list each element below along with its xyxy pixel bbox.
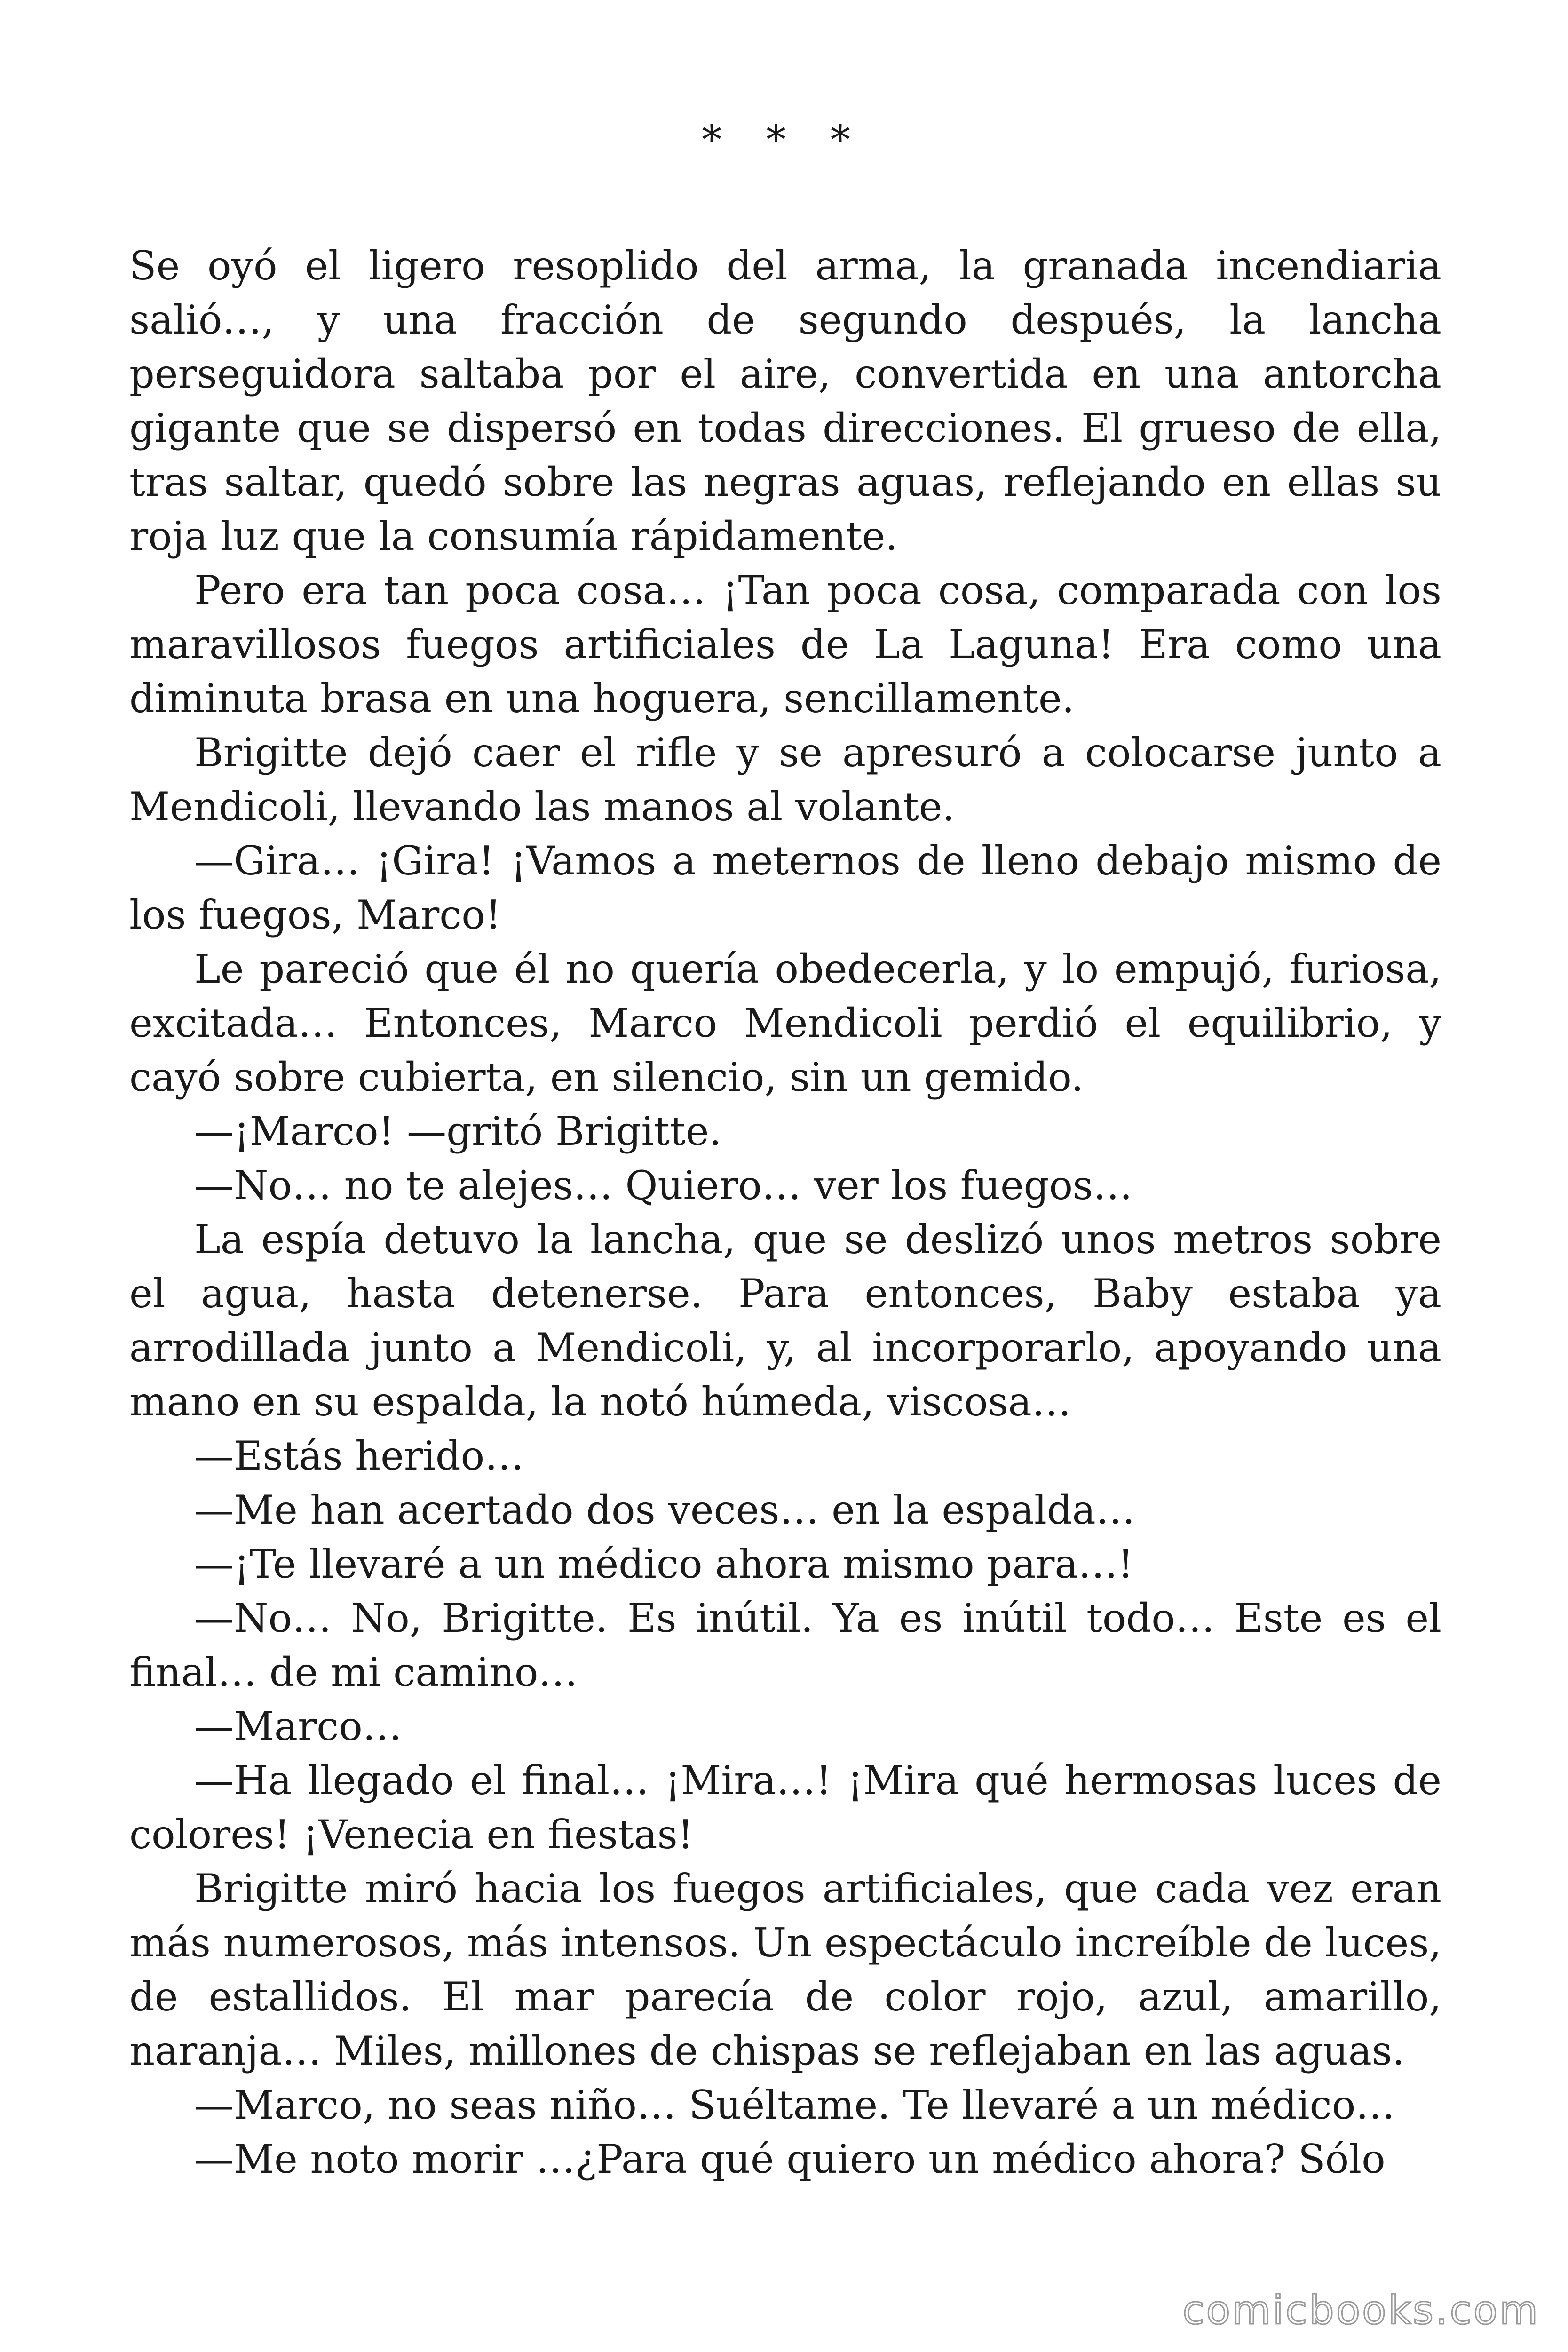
section-separator: * * *	[702, 117, 866, 163]
dialogue-line: —Ha llegado el final… ¡Mira…! ¡Mira qué hermosas luces de colores! ¡Venecia en fiestas!	[129, 1757, 1441, 1858]
dialogue-line: —¡Marco! —gritó Brigitte.	[194, 1108, 722, 1154]
dialogue-line: —¡Te llevaré a un médico ahora mismo para…!	[194, 1541, 1134, 1587]
dialogue-line: —Marco…	[194, 1703, 402, 1749]
dialogue-line: —Marco, no seas niño… Suéltame. Te llevaré a un médico…	[194, 2082, 1395, 2128]
dialogue-line: —Estás herido…	[194, 1433, 524, 1479]
paragraph: Se oyó el ligero resoplido del arma, la granada incendiaria salió…, y una fracción de segundo después, la lancha perseguidora saltaba por el aire, convertida en una antorcha gigante que se dispersó en todas direcciones. El grueso de ella, tras saltar, quedó sobre las negras aguas, reflejando en ellas su roja luz que la consumía rápidamente.	[129, 243, 1441, 559]
dialogue-line: —Me han acertado dos veces… en la espalda…	[194, 1487, 1135, 1533]
paragraph: Le pareció que él no quería obedecerla, y lo empujó, furiosa, excitada… Entonces, Marco Mendicoli perdió el equilibrio, y cayó sobre cubierta, en silencio, sin un gemido.	[129, 946, 1441, 1100]
body-text	[129, 239, 1441, 2186]
dialogue-line: —Me noto morir …¿Para qué quiero un médico ahora? Sólo	[194, 2136, 1386, 2182]
paragraph: Brigitte dejó caer el rifle y se apresuró a colocarse junto a Mendicoli, llevando las manos al volante.	[129, 730, 1441, 830]
watermark-text: comicbooks.com	[1182, 2287, 1540, 2333]
paragraph: Pero era tan poca cosa… ¡Tan poca cosa, comparada con los maravillosos fuegos artificiales de La Laguna! Era como una diminuta brasa en una hoguera, sencillamente.	[129, 567, 1441, 722]
paragraph: Brigitte miró hacia los fuegos artificiales, que cada vez eran más numerosos, más intensos. Un espectáculo increíble de luces, de estallidos. El mar parecía de color rojo, azul, amarillo, naranja… Miles, millones de chispas se reflejaban en las aguas.	[129, 1866, 1441, 2074]
dialogue-line: —No… No, Brigitte. Es inútil. Ya es inútil todo… Este es el final… de mi camino…	[129, 1595, 1441, 1695]
paragraph: La espía detuvo la lancha, que se deslizó unos metros sobre el agua, hasta detenerse. Para entonces, Baby estaba ya arrodillada junto a Mendicoli, y, al incorporarlo, apoyando una mano en su espalda, la notó húmeda, viscosa…	[129, 1216, 1441, 1425]
dialogue-line: —Gira… ¡Gira! ¡Vamos a meternos de lleno debajo mismo de los fuegos, Marco!	[129, 838, 1441, 938]
dialogue-line: —No… no te alejes… Quiero… ver los fuegos…	[194, 1162, 1133, 1208]
